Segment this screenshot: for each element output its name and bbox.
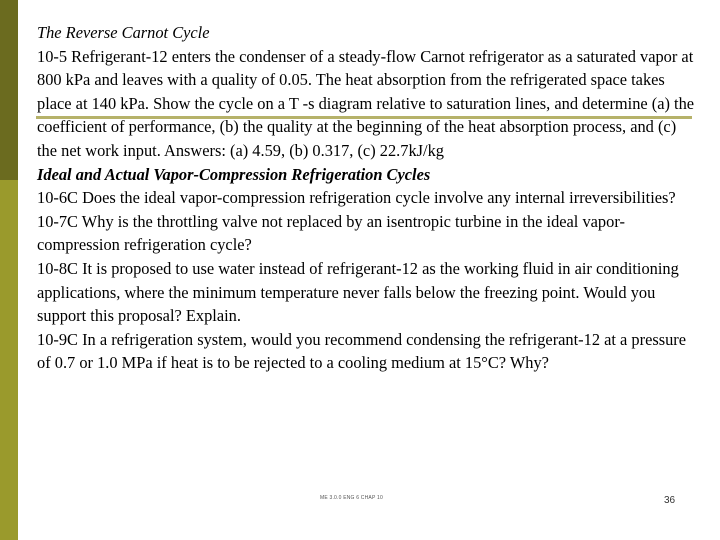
problem-10-7c: 10-7C Why is the throttling valve not replaced by an isentropic turbine in the ideal vapor-compression refrigeration cycle? — [37, 211, 625, 255]
slide-content — [37, 21, 697, 375]
problem-10-8c: 10-8C It is proposed to use water instead of refrigerant-12 as the working fluid in air conditioning applications, where the minimum temperature never falls below the freezing point. Would you support this proposal? Explain. — [37, 258, 679, 326]
footer-center-text: ME 3.0.0 ENG 6 CHAP 10 — [320, 495, 383, 501]
heading-vapor-compression-cycles: Ideal and Actual Vapor-Compression Refrigeration Cycles — [37, 164, 431, 184]
page-number: 36 — [664, 495, 676, 506]
problem-10-5: 10-5 Refrigerant-12 enters the condenser of a steady-flow Carnot refrigerator as a saturated vapor at 800 kPa and leaves with a quality of 0.05. The heat absorption from the refrigerated space takes place at 140 kPa. Show the cycle on a T -s diagram relative to saturation lines, and determine (a) the coefficient of performance, (b) the quality at the beginning of the heat absorption process, and (c) the net work input. Answers: (a) 4.59, (b) 0.317, (c) 22.7kJ/kg — [37, 46, 695, 160]
heading-reverse-carnot-cycle: The Reverse Carnot Cycle — [37, 23, 210, 42]
problem-10-6c: 10-6C Does the ideal vapor-compression refrigeration cycle involve any internal irreversibilities? — [37, 188, 676, 208]
problem-10-9c: 10-9C In a refrigeration system, would you recommend condensing the refrigerant-12 at a pressure of 0.7 or 1.0 MPa if heat is to be rejected to a cooling medium at 15°C? Why? — [37, 329, 687, 373]
left-accent-stripe-light — [0, 180, 18, 540]
left-accent-stripe-dark — [0, 0, 18, 180]
